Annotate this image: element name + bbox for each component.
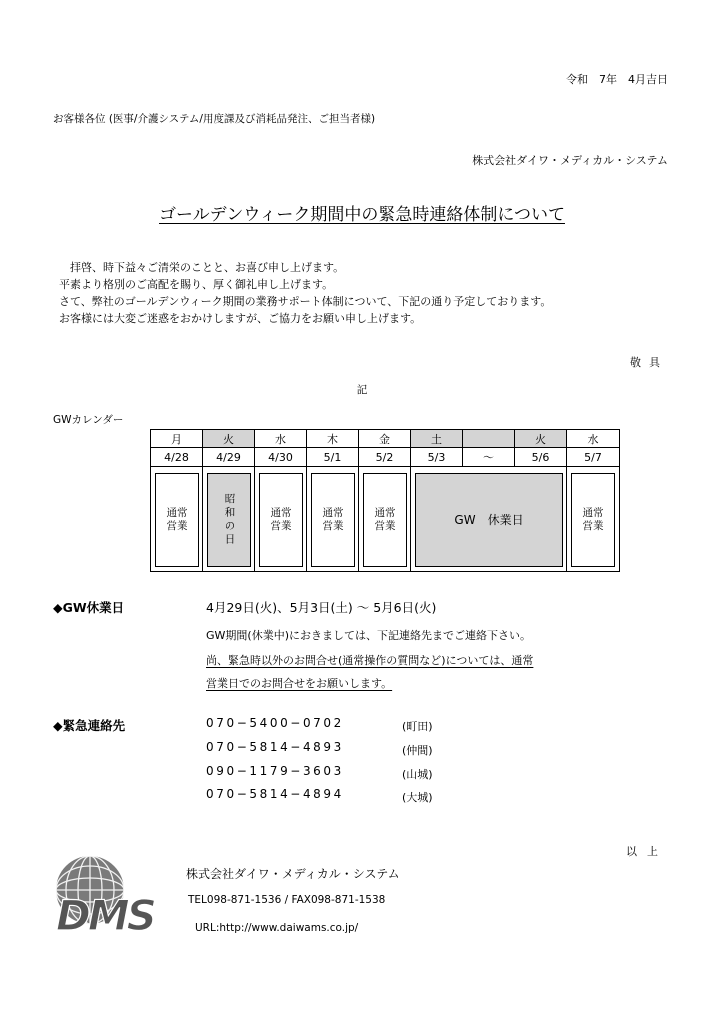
- body-line: 拝啓、時下益々ご清栄のことと、お喜び申し上げます。: [59, 261, 345, 274]
- weekday-cell: 水: [567, 430, 619, 448]
- footer-tel-fax: TEL098-871-1536 / FAX098-871-1538: [188, 894, 386, 906]
- weekday-cell: 土: [411, 430, 463, 448]
- closing-keigu: 敬具: [630, 356, 668, 369]
- logo-text: DMS: [56, 891, 154, 940]
- emergency-label: ◆緊急連絡先: [53, 718, 126, 733]
- date-cell: ～: [463, 448, 515, 467]
- emergency-phone: 070−5814−4893: [206, 740, 344, 754]
- emergency-contact-name: (大城): [402, 791, 433, 804]
- sender-company: 株式会社ダイワ・メディカル・システム: [472, 154, 668, 167]
- body-line: 平素より格別のご高配を賜り、厚く御礼申し上げます。: [59, 278, 334, 291]
- document-title: ゴールデンウィーク期間中の緊急時連絡体制について: [159, 205, 565, 225]
- emergency-phone: 070−5814−4894: [206, 787, 344, 801]
- footer-url[interactable]: URL:http://www.daiwams.co.jp/: [195, 922, 359, 934]
- footer-company: 株式会社ダイワ・メディカル・システム: [186, 867, 400, 881]
- emergency-contact-name: (山城): [402, 768, 433, 781]
- weekday-cell: 木: [307, 430, 359, 448]
- weekday-cell: [463, 430, 515, 448]
- date-cell: 5/6: [515, 448, 567, 467]
- emergency-phone: 070−5400−0702: [206, 716, 344, 730]
- weekday-cell: 火: [515, 430, 567, 448]
- date-cell: 4/29: [203, 448, 255, 467]
- weekday-cell: 水: [255, 430, 307, 448]
- date-cell: 4/28: [151, 448, 203, 467]
- weekday-cell: 月: [151, 430, 203, 448]
- document-date: 令和 7年 4月吉日: [566, 73, 668, 86]
- holiday-label: ◆GW休業日: [53, 600, 125, 615]
- status-normal: 通常 営業: [155, 473, 199, 567]
- ki-heading: 記: [356, 384, 368, 396]
- status-showa-day: 昭和の日: [207, 473, 251, 567]
- status-normal: 通常 営業: [311, 473, 355, 567]
- status-normal: 通常 営業: [571, 473, 615, 567]
- holiday-note-underlined: 尚、緊急時以外のお問合せ(通常操作の質問など)については、通常: [206, 654, 534, 667]
- weekday-cell: 火: [203, 430, 255, 448]
- body-line: お客様には大変ご迷惑をおかけしますが、ご協力をお願い申し上げます。: [59, 312, 422, 325]
- date-cell: 5/3: [411, 448, 463, 467]
- date-cell: 5/1: [307, 448, 359, 467]
- addressee: お客様各位 (医事/介護システム/用度課及び消耗品発注、ご担当者様): [53, 113, 376, 125]
- holiday-dates: 4月29日(火)、5月3日(土) ～ 5月6日(火): [206, 600, 437, 615]
- date-cell: 4/30: [255, 448, 307, 467]
- date-cell: 5/7: [567, 448, 619, 467]
- emergency-phone: 090−1179−3603: [206, 764, 344, 778]
- gw-calendar: [150, 429, 620, 572]
- status-normal: 通常 営業: [363, 473, 407, 567]
- closing-ijou: 以上: [626, 845, 668, 858]
- date-cell: 5/2: [359, 448, 411, 467]
- holiday-note: GW期間(休業中)におきましては、下記連絡先までご連絡下さい。: [206, 629, 531, 642]
- body-line: さて、弊社のゴールデンウィーク期間の業務サポート体制について、下記の通り予定しております。: [59, 295, 552, 308]
- weekday-cell: 金: [359, 430, 411, 448]
- calendar-label: GWカレンダー: [53, 414, 124, 426]
- status-gw-closed: GW 休業日: [415, 473, 563, 567]
- emergency-contact-name: (町田): [402, 720, 433, 733]
- status-normal: 通常 営業: [259, 473, 303, 567]
- holiday-note-underlined: 営業日でのお問合せをお願いします。: [206, 677, 393, 690]
- dms-logo: [50, 850, 180, 940]
- emergency-contact-name: (仲間): [402, 744, 433, 757]
